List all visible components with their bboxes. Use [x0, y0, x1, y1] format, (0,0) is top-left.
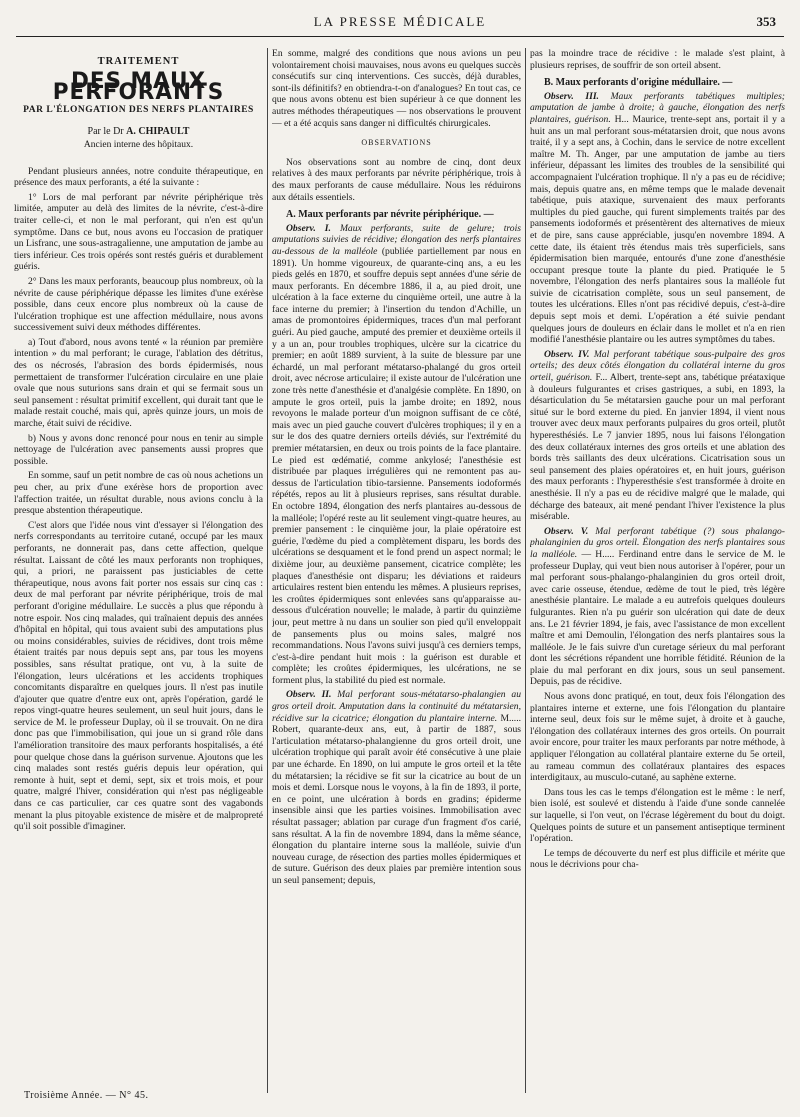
observation-title: Mal perforant sous-métatarso-phalangien au gros orteil droit. Amputation dans la continuité du métatarsien, récidive sur la cicatrice; élongation du plantaire interne.	[272, 689, 521, 724]
paragraph: Nous avons donc pratiqué, en tout, deux fois l'élongation des plantaires interne et externe, une fois l'élongation du plantaire interne seul, deux fois sur le même sujet, à droite et à gauche, l'élongation des collatéraux internes des gros orteils. On pourrait avoir encore, pour traiter les maux perforants par notre méthode, à appliquer l'élongation au collatéral plantaire externe du 5e orteil, au rameau commun des collatéraux plantaires des espaces interdigitaux, au musculo-cutané, au saphène externe.	[530, 691, 785, 784]
observation-label: Observ. V.	[544, 525, 589, 537]
observation-label: Observ. IV.	[544, 348, 590, 360]
issue-footer: Troisième Année. — N° 45.	[24, 1090, 149, 1101]
observation-text: — H..... Ferdinand entre dans le service de M. le professeur Duplay, qui veut bien nous autoriser à l'opérer, pour un mal perforant sous-phalango-phalanginien du gros orteil droit, avec carie osseuse, étendue, œdème de tout le pied, très légère anesthésie plantaire. Le malade a eu autrefois quelques douleurs fulgurantes. Rien n'a pu guérir son ulcération qui date de deux ans. Le 21 février 1894, je fais, avec l'assistance de mon excellent maître et ami Demoulin, l'élongation des nerfs plantaires sous la malléole. Je le fais suivre d'un curetage sérieux du mal perforant dont les sécrétions répandent une horrible fétidité. Réunion de la plaie du mal perforant en dix jours, sous un seul pansement. Depuis, pas de récidive.	[530, 548, 785, 688]
paragraph: 1° Lors de mal perforant par névrite périphérique très limitée, amputer au delà des limites de la névrite, c'est-à-dire traiter celle-ci, et non le mal perforant, qui n'en est qu'un symptôme. Dans ce but, nous avons eu l'occasion de pratiquer un Lisfranc, une sous-astragalienne, une amputation de jambe au tiers inférieur. Ces trois opérés sont restés guéris et durablement guéris.	[14, 191, 263, 273]
observation-title: Mal perforant tabétique (?) sous phalango-phalanginien du gros orteil. Élongation des nerfs plantaires sous la malléole.	[530, 525, 785, 560]
observation-text: F... Albert, trente-sept ans, tabétique préataxique à douleurs fulgurantes et crises gastriques, a subi, en 1893, la désarticulation du 5e métatarsien gauche pour un mal perforant situé sur le bord externe du pied. En janvier 1894, il vient nous trouver avec deux maux perforants pulpaires du gros orteil, plutôt hyperesthésiés. Le 7 janvier 1895, nous lui faisons l'élongation des deux collatéraux internes des gros orteils et une ablation des bords très saillants des deux ulcérations. Cicatrisation sous un seul pansement des plaies opératoires et, en huit jours, guérison des maux perforants : l'hyperesthésie s'est transformée à droite en anesthésie. Il n'y a pas eu de récidive malgré que le malade, qui décharge des bateaux, ait mené pendant l'hiver l'existence la plus misérable.	[530, 372, 785, 523]
column-divider-1	[267, 48, 268, 1093]
page-number: 353	[756, 14, 776, 29]
observation-title: Maux perforants tabétiques multiples; amputation de jambe à droite; à gauche, élongation des nerfs plantaires, guérison.	[530, 90, 785, 125]
paragraph: En somme, malgré des conditions que nous avions un peu volontairement choisi mauvaises, nous avons eu quelques succès consécutifs sur cinq interventions. Ces succès, déjà durables, sont-ils définitifs? en obtiendra-t-on d'analogues? En tout cas, ce que nous avons obtenu est bien supérieur à ce que donnent les autres méthodes thérapeutiques — nos observations le prouvent — et a été acquis sans danger ni difficultés chirurgicales.	[272, 48, 521, 129]
observation-text: (publiée partiellement par nous en 1891). Un homme vigoureux, de quarante-cinq ans, a eu les pieds gelés en 1870, et souffre depuis sept années d'une série de maux perforants. En décembre 1886, il a, au pied droit, une ulcération à la face externe du cinquième orteil, une autre à la face interne du premier; à l'insertion du tendon d'Achille, un amas de promontoires épidermiques, traces d'un mal perforant guéri. Au pied gauche, amputé des premier et deuxième orteils il y a un an, pour troubles trophiques, ulcère sur la cicatrice du premier; en août 1889 survient, à la suite de blessure par une échardé, un mal perforant métatarso-phalangé du gros orteil droit, avec nécrose articulaire; il existe autour de l'ulcération une zone très nette d'anesthésie et d'analgésie complète. En 1890, on ampute le gros orteil, puis la jambe droite; en 1892, nous revoyons le malade porteur d'un moignon suffisant de ce côté, mais avec un pied gauche couvert d'ulcères trophiques; il y en a sur le dos des quatre derniers orteils déviés, sur l'extrémité du premier métatarsien, en deux ou trois points de la face plantaire. Le pied est œdématié, comme ankylosé; l'anesthésie est distribuée par plaques irrégulières qui ne remontent pas au-dessus de l'articulation tibio-tarsienne. Pansements iodoformés répétés, repos au lit à plusieurs reprises, sans résultat durable. En octobre 1894, élongation des nerfs plantaires au-dessous de la malléole; l'opéré reste au lit seulement vingt-quatre heures, au premier pansement : le cinquième jour, la plaie opératoire est guérie, l'œdème du pied a complètement disparu, les bords des ulcérations se desquament et le fond prend un aspect normal; le dixième jour, au deuxième pansement, cicatrice complète; les plaques d'anesthésie ont disparu; les déviations et raideurs articulaires restent bien entendu les mêmes. A plusieurs reprises, les croûtes épidermiques sont enlevées sans qu'apparaisse au-dessous d'ulcération nouvelle; le malade, à partir du quinzième jour, peut mettre à nu dans un soulier son pied qu'il enveloppait de pansements plus ou moins sales, malgré nos recommandations. Nous l'avons suivi jusqu'à ces derniers temps, c'est-à-dire pendant huit mois : la guérison est durable et complète; les croûtes épidermiques, les ulcérations, ne se forment plus, la stabilité du pied est normale.	[272, 245, 521, 686]
observation-1	[272, 223, 521, 687]
paragraph: Pendant plusieurs années, notre conduite thérapeutique, en présence des maux perforants, a été la suivante :	[14, 165, 263, 189]
observation-label: Observ. III.	[544, 90, 599, 102]
observation-label: Observ. II.	[286, 689, 332, 701]
article-subtitle: PAR L'ÉLONGATION DES NERFS PLANTAIRES	[23, 104, 254, 115]
column-2	[272, 48, 521, 1088]
paragraph: Dans tous les cas le temps d'élongation est le même : le nerf, bien isolé, est soulevé et distendu à l'aide d'une sonde cannelée sur laquelle, si l'on veut, on l'écrase légèrement du bout du doigt. Quelques points de suture et un pansement antiseptique terminent l'opération.	[530, 786, 785, 845]
observation-label: Observ. I.	[286, 222, 331, 234]
section-heading: OBSERVATIONS	[361, 138, 432, 148]
journal-title: LA PRESSE MÉDICALE	[313, 14, 487, 29]
subsection-heading-a: A. Maux perforants par névrite périphérique. —	[286, 209, 494, 221]
column-1	[14, 48, 263, 1088]
author-name: A. CHIPAULT	[126, 126, 190, 138]
subsection-heading-b: B. Maux perforants d'origine médullaire. —	[544, 77, 733, 89]
paragraph: 2° Dans les maux perforants, beaucoup plus nombreux, où la névrite de cause périphérique dépasse les limites d'une exérèse possible, dans ceux encore plus nombreux où la cause de l'ulcération trophique est une affection médullaire, nous avons successivement suivi deux méthodes différentes.	[14, 275, 263, 334]
column-3	[530, 48, 785, 1088]
observation-2	[272, 689, 521, 886]
column-divider-2	[525, 48, 526, 1093]
observation-title: Maux perforants, suite de gelure; trois amputations suivies de récidive; élongation des nerfs plantaires au-dessous de la malléole	[272, 222, 521, 257]
paragraph: Nos observations sont au nombre de cinq, dont deux relatives à des maux perforants par névrite périphérique, trois à des maux perforants de cause médullaire. Nous les réduirons aux détails essentiels.	[272, 156, 521, 203]
observation-text: H... Maurice, trente-sept ans, portait il y a huit ans un mal perforant sous-métatarsien droit, que nous avons traité, il y a sept ans, à Cochin, dans le service de notre excellent maître M. Th. Anger, par une amputation de jambe au tiers inférieur, dépassant les limites des troubles de la sensibilité qui accompagnaient l'ulcération trophique. Il n'y a pas eu de récidive; mais, depuis quatre ans, en même temps que le malade devenait tabétique, puis ataxique, survenaient des maux perforants multiples du pied gauche, qui furent simplements traités par des pansements iodoformés et présentèrent des alternatives de mieux et de pire, sans cause appréciable, jusqu'en novembre 1894. A cette date, ils étaient très étendus mais très superficiels, sans épidermisation bien marquée, entourés d'une zone d'anesthésie occupant presque toute la plante du pied. Pratiquée le 5 novembre, l'élongation des nerfs plantaires sous la malléole fut suivie de cicatrisation complète, sous un seul pansement, de toutes les ulcérations. Elles n'ont pas récidivé depuis, c'est-à-dire depuis sept mois et demi. L'opération a été suivie pendant quelques jours de douleurs en éclair dans le mollet et n'a en rien modifié l'anesthésie plantaire ou les autres symptômes du tabes.	[530, 113, 785, 346]
observation-5	[530, 526, 785, 688]
article-byline	[14, 126, 263, 138]
paragraph: Le temps de découverte du nerf est plus difficile et mérite que nous le décrivions pour cha-	[530, 847, 785, 871]
observation-text: M..... Robert, quarante-deux ans, eut, à partir de 1887, sous l'articulation métatarso-phalangienne du gros orteil droit, une ulcération trophique qui paraît avoir été consécutive à une plaie par une écharde. En 1890, on lui ampute le gros orteil et la tête du métatarsien; la récidive se fit sur la cicatrice au bout de un mois et demi. Lorsque nous le voyons, à la fin de 1893, il porte, en ce point, une ulcération à bords en gradins; épiderme insensible ainsi que les parties voisines. Immobilisation avec résultat passager; ablation par curage d'un fragment d'os carié, sans résultat. A la fin de novembre 1894, dans la même séance, élongation du plantaire interne sous la malléole, suivie d'un nouveau curage, de résection des parties molles épidermiques et de suture. Guérison des deux plaies par première intention sous un seul pansement; depuis,	[272, 712, 521, 886]
paragraph: C'est alors que l'idée nous vint d'essayer si l'élongation des nerfs correspondants au territoire cutané, occupé par les maux perforants, ne donnerait pas, dans cette affection, quelque résultat. Laissant de côté les maux perforants non trophiques, qui, a priori, ne paraissent pas justiciables de cette thérapeutique, nous avons fait porter nos essais sur cinq cas : deux de mal perforant par névrite périphérique, trois de mal perforant d'origine médullaire. Le succès a plus que répondu à notre espoir. Nos cinq malades, qui traînaient depuis des années d'hôpital en hôpital, qui tous avaient subi des amputations plus ou moins considérables, suivies de récidives, dont trois même étaient traités par nous depuis sept ans, par tous les moyens possibles, sans résultat pratique, ont vu, à la suite de l'élongation, leurs ulcérations et les accidents trophiques concomitants disparaître en quelques jours. Il n'est pas inutile d'ajouter que quatre d'entre eux ont, après l'opération, gardé le repos vingt-quatre heures seulement, un seul huit jours, dans le service de M. le professeur Duplay, où il se trouvait. On ne dira donc pas que l'immobilisation, qui joue un si grand rôle dans l'amélioration transitoire des maux perforants hospitalisés, a été pour quelque chose dans la guérison survenue. Ajoutons que les cinq malades sont restés guéris depuis leur opération, qui remonte à huit, sept et demi, sept, six et trois mois, et pour quatre, malgré l'hiver, considération qui n'est pas négligeable dans ce cas particulier, car ces quatre sont des vagabonds menant la plus pitoyable existence de misère et de malpropreté qu'il soit possible d'imaginer.	[14, 519, 263, 833]
header-rule	[16, 36, 784, 37]
paragraph: a) Tout d'abord, nous avons tenté « la réunion par première intention » du mal perforant; le curage, l'ablation des détritus, des os nécrosés, l'abrasion des bords épidermisés, nous permettaient de transformer l'ulcération circulaire en une plaie ovale que nous suturions sans drain et qui se fermait sous un seul pansement : résultat primitif excellent, qui durait tant que le malade restait couché, mais qui, après quinze jours, un mois de marche, était suivi de récidive.	[14, 336, 263, 430]
author-role: Ancien interne des hôpitaux.	[83, 139, 194, 150]
article-title: DES MAUX PERFORANTS	[52, 68, 225, 106]
paragraph: b) Nous y avons donc renoncé pour nous en tenir au simple nettoyage de l'ulcération avec pansements aussi propres que possible.	[14, 432, 263, 467]
page-header	[0, 8, 800, 38]
observation-4	[530, 349, 785, 523]
paragraph: pas la moindre trace de récidive : le malade s'est plaint, à plusieurs reprises, de souffrir de son orteil absent.	[530, 48, 785, 71]
observation-3	[530, 91, 785, 346]
author-prefix: Par le Dr	[87, 126, 124, 138]
paragraph: En somme, sauf un petit nombre de cas où nous achetions un peu cher, au prix d'une exérèse hors de proportion avec l'affection traitée, un résultat durable, nous avions conclu à la presque abstention thérapeutique.	[14, 470, 263, 517]
article-kicker: TRAITEMENT	[97, 56, 180, 67]
observation-title: Mal perforant tabétique sous-pulpaire des gros orteils; des deux côtés élongation du collatéral interne du gros orteil, guérison.	[530, 348, 785, 384]
